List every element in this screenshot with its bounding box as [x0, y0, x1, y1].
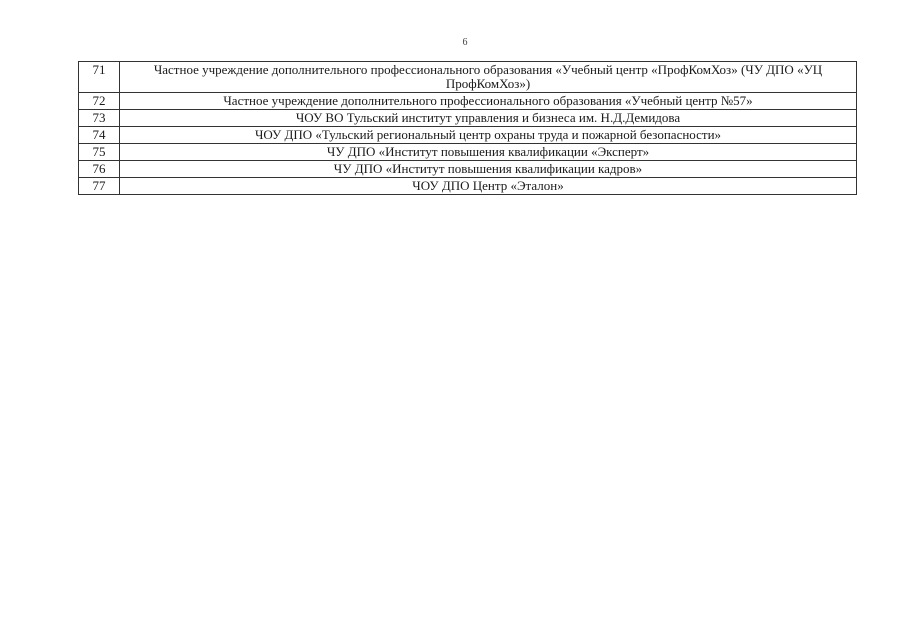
- organization-name: ЧУ ДПО «Институт повышения квалификации «Эксперт»: [120, 144, 857, 161]
- table-row: [79, 178, 857, 195]
- organization-name: Частное учреждение дополнительного профессионального образования «Учебный центр «ПрофКомХоз» (ЧУ ДПО «УЦ ПрофКомХоз»): [120, 62, 857, 93]
- table-row: [79, 110, 857, 127]
- row-number: 71: [79, 62, 120, 93]
- row-number: 75: [79, 144, 120, 161]
- page-number: 6: [462, 37, 468, 48]
- table-row: [79, 144, 857, 161]
- row-number: 77: [79, 178, 120, 195]
- table-row: [79, 62, 857, 93]
- table-row: [79, 161, 857, 178]
- organization-name: Частное учреждение дополнительного профессионального образования «Учебный центр №57»: [120, 93, 857, 110]
- organization-name: ЧОУ ДПО «Тульский региональный центр охраны труда и пожарной безопасности»: [120, 127, 857, 144]
- table-row: [79, 127, 857, 144]
- organizations-table: [78, 61, 857, 195]
- table-row: [79, 93, 857, 110]
- row-number: 74: [79, 127, 120, 144]
- row-number: 76: [79, 161, 120, 178]
- row-number: 73: [79, 110, 120, 127]
- organization-name: ЧУ ДПО «Институт повышения квалификации кадров»: [120, 161, 857, 178]
- organization-name: ЧОУ ДПО Центр «Эталон»: [120, 178, 857, 195]
- row-number: 72: [79, 93, 120, 110]
- organization-name: ЧОУ ВО Тульский институт управления и бизнеса им. Н.Д.Демидова: [120, 110, 857, 127]
